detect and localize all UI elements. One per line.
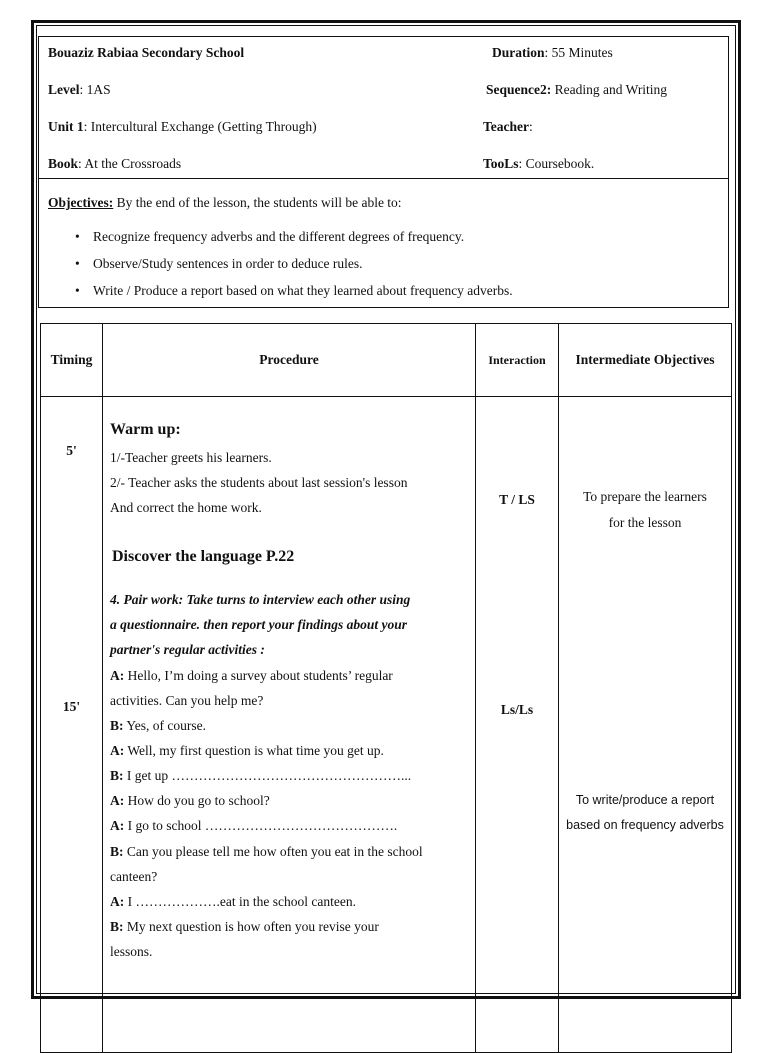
duration: Duration: 55 Minutes — [492, 45, 613, 60]
interaction-warmup: T / LS — [499, 492, 535, 507]
bullet-icon: • — [75, 229, 80, 244]
task-line: partner's regular activities : — [110, 642, 265, 657]
objectives-intro: Objectives: By the end of the lesson, the students will be able to: — [48, 195, 402, 210]
procedure-table — [40, 323, 732, 1053]
unit: Unit 1: Intercultural Exchange (Getting Through) — [48, 119, 317, 134]
header-interaction: Interaction — [476, 324, 559, 397]
timing-cell — [41, 397, 103, 1053]
objective-discover-line: To write/produce a report — [575, 793, 715, 807]
level: Level: 1AS — [48, 82, 111, 97]
objective-discover-line: based on frequency adverbs — [566, 818, 724, 832]
dialogue-line: A: Well, my first question is what time you get up. — [110, 743, 384, 758]
dialogue-line: A: I go to school ……………………………………. — [110, 818, 398, 833]
objective-warmup-line: for the lesson — [608, 515, 682, 530]
objective-item: • Recognize frequency adverbs and the different degrees of frequency. — [75, 229, 465, 244]
bullet-icon: • — [75, 256, 80, 271]
dialogue-line: A: Hello, I’m doing a survey about students’ regular — [110, 668, 393, 683]
objectives-list — [75, 229, 713, 310]
warmup-title: Warm up: — [110, 421, 181, 438]
dialogue-line: lessons. — [110, 944, 153, 959]
teacher: Teacher: — [483, 119, 533, 134]
book: Book: At the Crossroads — [48, 156, 182, 171]
lesson-header — [38, 36, 729, 308]
header-intermediate-objectives: Intermediate Objectives — [559, 324, 732, 397]
dialogue-line: B: Can you please tell me how often you eat in the school — [110, 844, 423, 859]
dialogue-line: B: My next question is how often you revise your — [110, 919, 379, 934]
tools: TooLs: Coursebook. — [483, 156, 595, 171]
intermediate-objectives-cell — [559, 397, 732, 1053]
header-timing: Timing — [41, 324, 103, 397]
procedure-cell — [103, 397, 476, 1053]
sequence: Sequence2: Reading and Writing — [486, 82, 668, 97]
discover-title: Discover the language P.22 — [112, 548, 295, 565]
dialogue-line: B: I get up ……………………………………………... — [110, 768, 412, 783]
dialogue-line: B: Yes, of course. — [110, 718, 206, 733]
table-header-row — [41, 324, 732, 397]
dialogue-line: canteen? — [110, 869, 158, 884]
interaction-cell — [476, 397, 559, 1053]
warmup-line: And correct the home work. — [110, 500, 262, 515]
warmup-line: 1/-Teacher greets his learners. — [110, 450, 272, 465]
header-procedure: Procedure — [103, 324, 476, 397]
bullet-icon: • — [75, 283, 80, 298]
interaction-discover: Ls/Ls — [500, 702, 534, 717]
school-name: Bouaziz Rabiaa Secondary School — [48, 45, 245, 60]
timing-discover: 15' — [62, 699, 81, 714]
objective-warmup-line: To prepare the learners — [583, 489, 707, 504]
header-divider — [39, 178, 728, 179]
dialogue-line: A: I ……………….eat in the school canteen. — [110, 894, 356, 909]
dialogue-line: A: How do you go to school? — [110, 793, 270, 808]
task-line: 4. Pair work: Take turns to interview each other using — [110, 592, 411, 607]
task-line: a questionnaire. then report your findings about your — [110, 617, 408, 632]
table-body-row — [41, 397, 732, 1053]
warmup-line: 2/- Teacher asks the students about last session's lesson — [110, 475, 408, 490]
dialogue-line: activities. Can you help me? — [110, 693, 264, 708]
objective-item: • Observe/Study sentences in order to deduce rules. — [75, 256, 363, 271]
timing-warmup: 5' — [66, 443, 77, 458]
objective-item: • Write / Produce a report based on what they learned about frequency adverbs. — [75, 283, 513, 298]
